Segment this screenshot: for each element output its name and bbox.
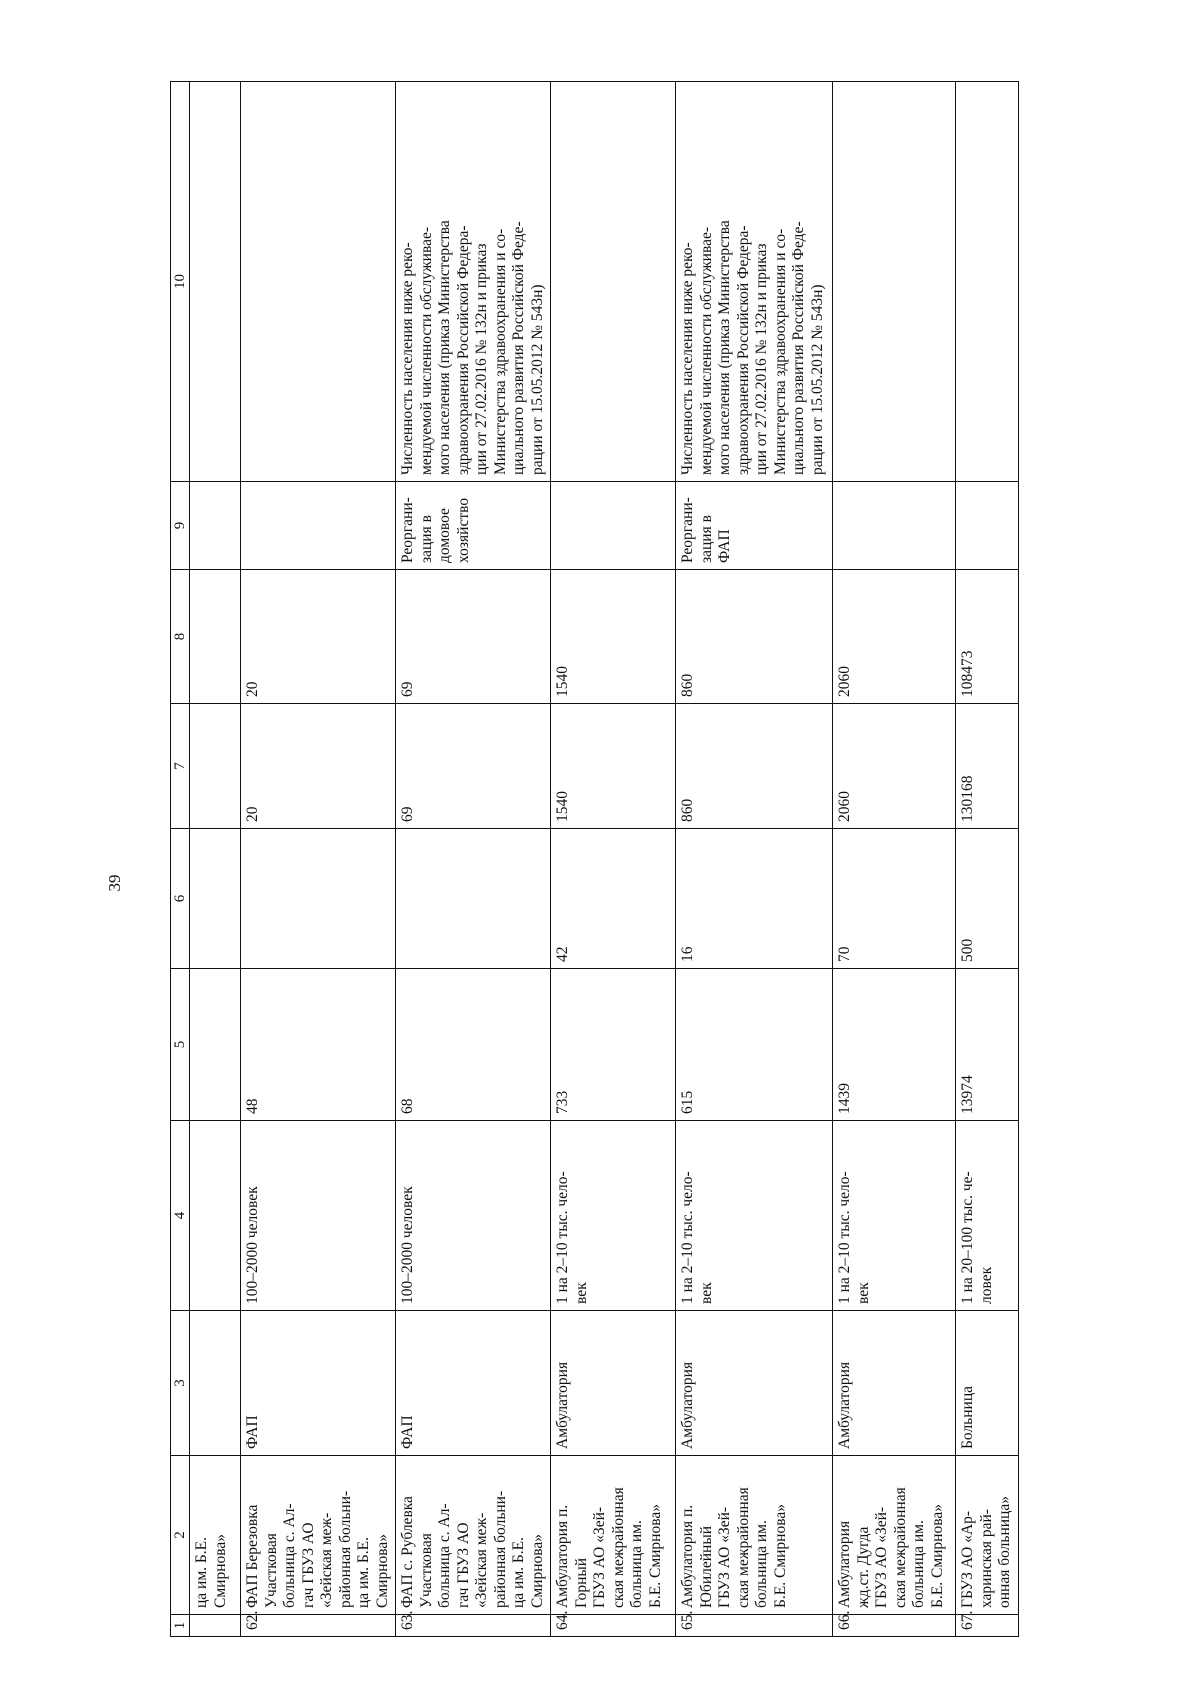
table-row [241, 82, 396, 1637]
cell-c6: 70 [833, 829, 956, 969]
cell-num: 65. [676, 1615, 833, 1637]
cell-num: 67. [956, 1615, 1019, 1637]
cell-c9: Реоргани- зация в ФАП [676, 482, 833, 570]
cell-name: ФАП с. Рублевка Участковая больница с. Ал- гач ГБУЗ АО «Зейская меж- районная больни- ца им. Б.Е. Смирнова» [396, 1456, 551, 1615]
cell-c6 [190, 829, 241, 969]
cell-c6: 16 [676, 829, 833, 969]
cell-num: 63. [396, 1615, 551, 1637]
cell-c5: 615 [676, 969, 833, 1121]
cell-c10: Численность населения ниже реко- мендуемой численности обслуживае- мого населения (приказ Министерства здравоохранения Российской Федера- ции от 27.02.2016 № 132н и приказ Министерства здравоохранения и со- циального развития Российской Феде- рации от 15.05.2012 № 543н) [676, 82, 833, 482]
cell-name: Амбулатория жд.ст. Дугда ГБУЗ АО «Зей- ская межрайонная больница им. Б.Е. Смирнова» [833, 1456, 956, 1615]
cell-num: 62. [241, 1615, 396, 1637]
cell-c8: 108473 [956, 570, 1019, 704]
cell-c6: 500 [956, 829, 1019, 969]
cell-c9 [551, 482, 676, 570]
cell-c5: 68 [396, 969, 551, 1121]
cell-name: ФАП Березовка Участковая больница с. Ал- гач ГБУЗ АО «Зейская меж- районная больни- ца им. Б.Е. Смирнова» [241, 1456, 396, 1615]
header-col-5: 5 [171, 969, 190, 1121]
cell-c9 [833, 482, 956, 570]
cell-type: Больница [956, 1311, 1019, 1456]
header-col-8: 8 [171, 570, 190, 704]
header-col-10: 10 [171, 82, 190, 482]
cell-c9 [956, 482, 1019, 570]
cell-c10: Численность населения ниже реко- мендуемой численности обслуживае- мого населения (приказ Министерства здравоохранения Российской Федера- ции от 27.02.2016 № 132н и приказ Министерства здравоохранения и со- циального развития Российской Феде- рации от 15.05.2012 № 543н) [396, 82, 551, 482]
table-row [676, 82, 833, 1637]
cell-num: 64. [551, 1615, 676, 1637]
cell-name: Амбулатория п. Юбилейный ГБУЗ АО «Зей- ская межрайонная больница им. Б.Е. Смирнова» [676, 1456, 833, 1615]
cell-c10 [956, 82, 1019, 482]
cell-c10 [551, 82, 676, 482]
cell-norm: 1 на 2–10 тыс. чело- век [833, 1121, 956, 1311]
cell-c10 [241, 82, 396, 482]
cell-c7 [190, 704, 241, 829]
cell-c7: 69 [396, 704, 551, 829]
cell-c6 [241, 829, 396, 969]
cell-c6 [396, 829, 551, 969]
cell-norm [190, 1121, 241, 1311]
cell-norm: 100–2000 человек [241, 1121, 396, 1311]
cell-num: 66. [833, 1615, 956, 1637]
cell-c8: 2060 [833, 570, 956, 704]
cell-c9 [190, 482, 241, 570]
header-col-4: 4 [171, 1121, 190, 1311]
header-col-1: 1 [171, 1615, 190, 1637]
header-col-3: 3 [171, 1311, 190, 1456]
cell-type: Амбулатория [833, 1311, 956, 1456]
cell-type: Амбулатория [551, 1311, 676, 1456]
cell-c9 [241, 482, 396, 570]
cell-c10 [833, 82, 956, 482]
table-row [956, 82, 1019, 1637]
cell-norm: 100–2000 человек [396, 1121, 551, 1311]
cell-c7: 2060 [833, 704, 956, 829]
cell-norm: 1 на 2–10 тыс. чело- век [676, 1121, 833, 1311]
cell-c6: 42 [551, 829, 676, 969]
cell-num [190, 1615, 241, 1637]
facilities-table [170, 81, 1019, 1637]
cell-type: Амбулатория [676, 1311, 833, 1456]
cell-type [190, 1311, 241, 1456]
cell-c5: 48 [241, 969, 396, 1121]
cell-c8 [190, 570, 241, 704]
table-row [833, 82, 956, 1637]
cell-c5: 1439 [833, 969, 956, 1121]
table-row [551, 82, 676, 1637]
cell-norm: 1 на 2–10 тыс. чело- век [551, 1121, 676, 1311]
cell-c7: 860 [676, 704, 833, 829]
cell-c7: 1540 [551, 704, 676, 829]
cell-c8: 20 [241, 570, 396, 704]
cell-c8: 69 [396, 570, 551, 704]
cell-type: ФАП [241, 1311, 396, 1456]
cell-c7: 130168 [956, 704, 1019, 829]
cell-c5 [190, 969, 241, 1121]
cell-type: ФАП [396, 1311, 551, 1456]
rotated-page-content [170, 82, 1112, 1637]
cell-c10 [190, 82, 241, 482]
header-col-6: 6 [171, 829, 190, 969]
cell-c7: 20 [241, 704, 396, 829]
continuation-row [190, 82, 241, 1637]
cell-c5: 13974 [956, 969, 1019, 1121]
header-col-7: 7 [171, 704, 190, 829]
page-number: 39 [105, 874, 124, 892]
table-row [396, 82, 551, 1637]
cell-norm: 1 на 20–100 тыс. че- ловек [956, 1121, 1019, 1311]
cell-name: ца им. Б.Е. Смирнова» [190, 1456, 241, 1615]
header-col-2: 2 [171, 1456, 190, 1615]
cell-c9: Реоргани- зация в домовое хозяйство [396, 482, 551, 570]
cell-c5: 733 [551, 969, 676, 1121]
cell-name: ГБУЗ АО «Ар- харинская рай- онная больница» [956, 1456, 1019, 1615]
header-col-9: 9 [171, 482, 190, 570]
header-row [171, 82, 190, 1637]
cell-name: Амбулатория п. Горный ГБУЗ АО «Зей- ская межрайонная больница им. Б.Е. Смирнова» [551, 1456, 676, 1615]
cell-c8: 1540 [551, 570, 676, 704]
cell-c8: 860 [676, 570, 833, 704]
